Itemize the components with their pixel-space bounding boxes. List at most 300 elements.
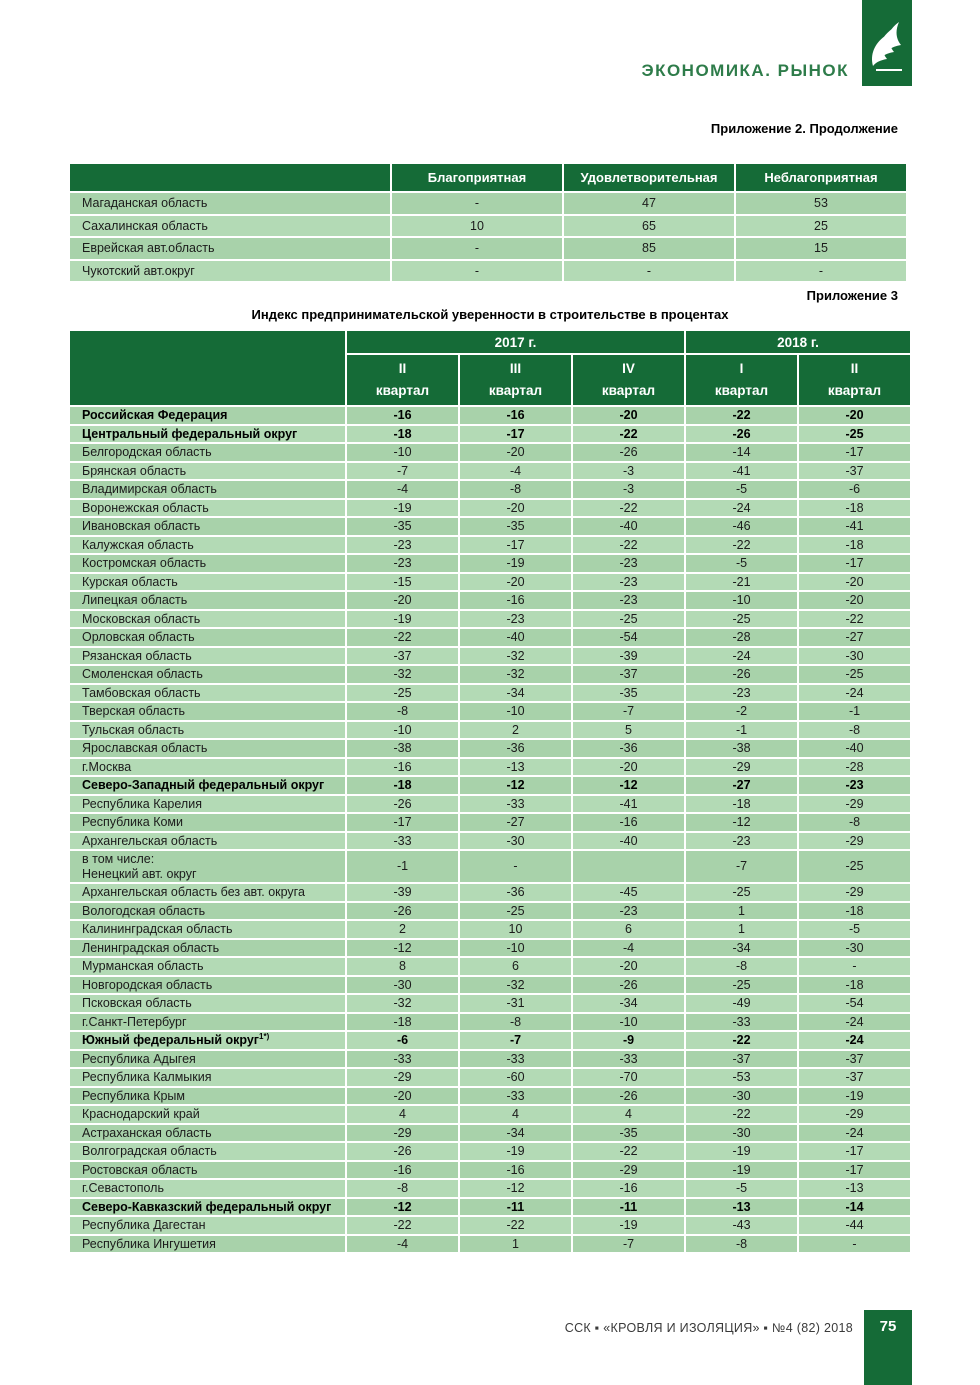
value-cell: 53 xyxy=(735,192,907,215)
value-cell: -22 xyxy=(685,406,798,425)
region-cell xyxy=(69,536,346,555)
value-cell: -33 xyxy=(459,1050,572,1069)
region-cell xyxy=(69,1105,346,1124)
region-label: Республика Калмыкия xyxy=(82,1070,212,1084)
region-label: Липецкая область xyxy=(82,593,188,607)
value-cell: -33 xyxy=(572,1050,685,1069)
value-cell: -30 xyxy=(346,976,459,995)
table-row xyxy=(69,610,911,629)
table-row xyxy=(69,702,911,721)
quarter-header-cell xyxy=(346,354,459,406)
value-cell: -34 xyxy=(685,939,798,958)
value-cell: -19 xyxy=(346,610,459,629)
table-row xyxy=(69,684,911,703)
value-cell: -8 xyxy=(459,480,572,499)
page-number: 75 xyxy=(879,1318,897,1335)
quarter-word: квартал xyxy=(714,383,769,398)
region-cell xyxy=(69,1050,346,1069)
value-cell: -8 xyxy=(459,1013,572,1032)
region-label: Белгородская область xyxy=(82,445,212,459)
value-cell: -11 xyxy=(572,1198,685,1217)
value-cell: -13 xyxy=(685,1198,798,1217)
value-cell: 10 xyxy=(391,215,563,238)
value-cell: -37 xyxy=(685,1050,798,1069)
confidence-index-title: Индекс предпринимательской уверенности в строительстве в процентах xyxy=(251,307,729,322)
region-cell xyxy=(69,1124,346,1143)
table-row xyxy=(69,1124,911,1143)
value-cell: 85 xyxy=(563,237,735,260)
value-cell: -36 xyxy=(459,739,572,758)
value-cell: -8 xyxy=(798,813,911,832)
corner-cell xyxy=(69,330,346,406)
page-number-box xyxy=(864,1310,912,1385)
region-label: Республика Ингушетия xyxy=(82,1236,216,1251)
value-cell: -7 xyxy=(346,462,459,481)
value-cell: -25 xyxy=(685,883,798,902)
region-label: г.Севастополь xyxy=(82,1181,164,1195)
region-label: Смоленская область xyxy=(82,667,203,681)
value-cell: -14 xyxy=(685,443,798,462)
region-label: Республика Адыгея xyxy=(82,1051,196,1066)
region-label: Мурманская область xyxy=(82,959,204,973)
value-cell: -26 xyxy=(346,1142,459,1161)
value-cell: 6 xyxy=(572,920,685,939)
region-label: Южный федеральный округ xyxy=(82,1033,260,1047)
value-cell: -31 xyxy=(459,994,572,1013)
region-label: Ленинградская область xyxy=(82,940,220,955)
value-cell: -4 xyxy=(572,939,685,958)
value-cell: -25 xyxy=(798,850,911,883)
value-cell: -16 xyxy=(346,1161,459,1180)
value-cell: -27 xyxy=(459,813,572,832)
value-cell: -17 xyxy=(798,1161,911,1180)
value-cell: -1 xyxy=(346,850,459,883)
table-row xyxy=(69,1031,911,1050)
value-cell: -23 xyxy=(346,554,459,573)
region-cell xyxy=(69,647,346,666)
value-cell: -34 xyxy=(459,684,572,703)
quarter-word: квартал xyxy=(601,383,656,398)
region-cell xyxy=(69,1235,346,1254)
region-cell xyxy=(69,1031,346,1050)
table-row xyxy=(69,499,911,518)
value-cell: -54 xyxy=(572,628,685,647)
value-cell: -30 xyxy=(685,1124,798,1143)
value-cell: -25 xyxy=(459,902,572,921)
value-cell: -30 xyxy=(459,832,572,851)
quarter-word: квартал xyxy=(375,383,430,398)
value-cell: -12 xyxy=(685,813,798,832)
region-cell: Еврейская авт.область xyxy=(69,237,391,260)
region-label: в том числе: xyxy=(82,852,155,866)
value-cell: -25 xyxy=(685,610,798,629)
value-cell: -20 xyxy=(798,573,911,592)
region-label: Республика Дагестан xyxy=(82,1218,206,1232)
value-cell: -70 xyxy=(572,1068,685,1087)
value-cell: -18 xyxy=(346,425,459,444)
quarter-numeral: II xyxy=(398,361,407,376)
table-row xyxy=(69,939,911,958)
region-label: Московская область xyxy=(82,611,201,626)
table-row xyxy=(69,883,911,902)
table-row xyxy=(69,994,911,1013)
value-cell: - xyxy=(798,1235,911,1254)
value-cell: -17 xyxy=(346,813,459,832)
value-cell: 4 xyxy=(459,1105,572,1124)
quarter-numeral: III xyxy=(509,361,522,376)
value-cell: -22 xyxy=(346,628,459,647)
region-label: г.Москва xyxy=(82,759,132,774)
region-label: Ярославская область xyxy=(82,741,208,755)
table-row xyxy=(69,1105,911,1124)
table-row xyxy=(69,647,911,666)
value-cell: -1 xyxy=(798,702,911,721)
value-cell: -29 xyxy=(798,795,911,814)
value-cell: 10 xyxy=(459,920,572,939)
value-cell: -19 xyxy=(685,1161,798,1180)
table-row xyxy=(69,1179,911,1198)
table-row xyxy=(69,628,911,647)
value-cell: -33 xyxy=(346,832,459,851)
table-row xyxy=(69,758,911,777)
region-cell xyxy=(69,425,346,444)
region-label: Архангельская область без авт. округа xyxy=(82,885,305,899)
value-cell: -37 xyxy=(346,647,459,666)
region-cell xyxy=(69,1161,346,1180)
table-row xyxy=(69,1013,911,1032)
region-cell xyxy=(69,957,346,976)
value-cell: -25 xyxy=(798,425,911,444)
value-cell: -60 xyxy=(459,1068,572,1087)
value-cell: -12 xyxy=(572,776,685,795)
value-cell: -2 xyxy=(685,702,798,721)
value-cell: -8 xyxy=(685,1235,798,1254)
value-cell: -27 xyxy=(798,628,911,647)
value-cell: -17 xyxy=(798,443,911,462)
value-cell: -29 xyxy=(572,1161,685,1180)
value-cell: -12 xyxy=(346,939,459,958)
quarter-numeral: IV xyxy=(622,361,635,376)
region-label: Курская область xyxy=(82,574,178,589)
region-cell xyxy=(69,591,346,610)
region-cell xyxy=(69,665,346,684)
table-row xyxy=(69,832,911,851)
value-cell: -17 xyxy=(459,425,572,444)
region-label: Воронежская область xyxy=(82,500,209,515)
value-cell: -7 xyxy=(685,850,798,883)
region-label: Владимирская область xyxy=(82,482,217,496)
value-cell: -4 xyxy=(346,480,459,499)
region-cell xyxy=(69,832,346,851)
table-row xyxy=(69,850,911,883)
value-cell: -19 xyxy=(459,1142,572,1161)
value-cell: -23 xyxy=(572,902,685,921)
value-cell: -38 xyxy=(346,739,459,758)
value-cell: -33 xyxy=(459,795,572,814)
value-cell: -44 xyxy=(798,1216,911,1235)
region-cell xyxy=(69,795,346,814)
value-cell: -24 xyxy=(685,499,798,518)
value-cell: 5 xyxy=(572,721,685,740)
footnote-marker: 1*) xyxy=(259,1031,270,1041)
confidence-index-table xyxy=(68,329,912,1254)
publisher-logo-icon xyxy=(862,0,912,86)
value-cell: -18 xyxy=(798,536,911,555)
value-cell: -16 xyxy=(459,591,572,610)
value-cell xyxy=(572,850,685,883)
value-cell: -20 xyxy=(346,591,459,610)
region-cell: Чукотский авт.округ xyxy=(69,260,391,283)
value-cell: -8 xyxy=(346,702,459,721)
value-cell: -39 xyxy=(346,883,459,902)
region-cell xyxy=(69,573,346,592)
table-row xyxy=(69,813,911,832)
region-label: г.Санкт-Петербург xyxy=(82,1014,187,1029)
region-cell xyxy=(69,939,346,958)
value-cell: - xyxy=(563,260,735,283)
value-cell: -35 xyxy=(572,684,685,703)
region-cell xyxy=(69,850,346,883)
region-cell xyxy=(69,902,346,921)
value-cell: - xyxy=(391,237,563,260)
appendix3-label: Приложение 3 xyxy=(806,288,898,303)
table-row xyxy=(69,665,911,684)
value-cell: -10 xyxy=(685,591,798,610)
region-label: Астраханская область xyxy=(82,1125,212,1140)
value-cell: -19 xyxy=(346,499,459,518)
value-cell: -14 xyxy=(798,1198,911,1217)
region-cell xyxy=(69,1216,346,1235)
value-cell: -30 xyxy=(798,647,911,666)
table-row xyxy=(69,957,911,976)
value-cell: -23 xyxy=(346,536,459,555)
region-cell: Сахалинская область xyxy=(69,215,391,238)
region-label: Ростовская область xyxy=(82,1162,198,1177)
value-cell: -24 xyxy=(798,1031,911,1050)
value-cell: -35 xyxy=(346,517,459,536)
value-cell: 2 xyxy=(346,920,459,939)
quarter-header-cell xyxy=(685,354,798,406)
region-cell xyxy=(69,1087,346,1106)
region-cell xyxy=(69,1179,346,1198)
region-cell xyxy=(69,499,346,518)
region-cell xyxy=(69,462,346,481)
table-row xyxy=(69,721,911,740)
table-row xyxy=(69,215,907,238)
value-cell: -29 xyxy=(685,758,798,777)
table-row xyxy=(69,260,907,283)
value-cell: -8 xyxy=(685,957,798,976)
value-cell: -12 xyxy=(459,776,572,795)
value-cell: -23 xyxy=(572,591,685,610)
quarter-header-cell xyxy=(459,354,572,406)
region-cell xyxy=(69,443,346,462)
value-cell: -26 xyxy=(685,425,798,444)
value-cell: -22 xyxy=(685,1031,798,1050)
region-label: Республика Крым xyxy=(82,1088,186,1103)
table-row xyxy=(69,1142,911,1161)
value-cell: - xyxy=(735,260,907,283)
region-cell xyxy=(69,702,346,721)
table-row xyxy=(69,1198,911,1217)
region-cell xyxy=(69,739,346,758)
region-cell xyxy=(69,776,346,795)
value-cell: -19 xyxy=(685,1142,798,1161)
value-cell: -46 xyxy=(685,517,798,536)
value-cell: 25 xyxy=(735,215,907,238)
value-cell: -36 xyxy=(572,739,685,758)
value-cell: -23 xyxy=(572,573,685,592)
value-cell: -29 xyxy=(346,1124,459,1143)
value-cell: -23 xyxy=(459,610,572,629)
value-cell: -17 xyxy=(798,554,911,573)
value-cell: -13 xyxy=(459,758,572,777)
value-cell: -25 xyxy=(798,665,911,684)
value-cell: -24 xyxy=(798,1013,911,1032)
value-cell: -32 xyxy=(459,976,572,995)
table-row xyxy=(69,1087,911,1106)
value-cell: -22 xyxy=(685,536,798,555)
value-cell: 4 xyxy=(346,1105,459,1124)
value-cell: 1 xyxy=(685,920,798,939)
value-cell: -24 xyxy=(798,684,911,703)
quarter-header-cell xyxy=(572,354,685,406)
value-cell: -39 xyxy=(572,647,685,666)
value-cell: 47 xyxy=(563,192,735,215)
value-cell: -30 xyxy=(798,939,911,958)
value-cell: -10 xyxy=(459,702,572,721)
appendix2-label: Приложение 2. Продолжение xyxy=(710,121,898,136)
region-label: Калужская область xyxy=(82,537,194,552)
table-row xyxy=(69,192,907,215)
region-cell xyxy=(69,976,346,995)
table-row xyxy=(69,591,911,610)
value-cell: 4 xyxy=(572,1105,685,1124)
value-cell: -34 xyxy=(459,1124,572,1143)
value-cell: -22 xyxy=(572,1142,685,1161)
value-cell: -22 xyxy=(346,1216,459,1235)
value-cell: -23 xyxy=(685,832,798,851)
value-cell: -40 xyxy=(459,628,572,647)
value-cell: 15 xyxy=(735,237,907,260)
table-row xyxy=(69,536,911,555)
table-row xyxy=(69,1235,911,1254)
region-cell xyxy=(69,1068,346,1087)
table-row xyxy=(69,480,911,499)
quarter-word: квартал xyxy=(827,383,882,398)
value-cell: -20 xyxy=(798,406,911,425)
year-2017-header: 2017 г. xyxy=(346,330,685,354)
value-cell: -17 xyxy=(798,1142,911,1161)
value-cell: -24 xyxy=(798,1124,911,1143)
column-header-cell: Благоприятная xyxy=(391,163,563,192)
value-cell: 1 xyxy=(685,902,798,921)
region-label: Республика Карелия xyxy=(82,796,202,811)
value-cell: -25 xyxy=(572,610,685,629)
region-cell xyxy=(69,1142,346,1161)
table-row xyxy=(69,920,911,939)
value-cell: -40 xyxy=(572,832,685,851)
value-cell: -12 xyxy=(346,1198,459,1217)
value-cell: -7 xyxy=(572,1235,685,1254)
value-cell: 2 xyxy=(459,721,572,740)
value-cell: -41 xyxy=(572,795,685,814)
value-cell: -16 xyxy=(572,813,685,832)
value-cell: 65 xyxy=(563,215,735,238)
value-cell: -11 xyxy=(459,1198,572,1217)
value-cell: -9 xyxy=(572,1031,685,1050)
region-label: Тамбовская область xyxy=(82,685,201,700)
value-cell: -13 xyxy=(798,1179,911,1198)
region-cell xyxy=(69,610,346,629)
favorability-table xyxy=(68,162,908,283)
value-cell: -25 xyxy=(346,684,459,703)
value-cell: -23 xyxy=(572,554,685,573)
value-cell: -45 xyxy=(572,883,685,902)
region-label: Тульская область xyxy=(82,722,185,737)
value-cell: -20 xyxy=(459,499,572,518)
value-cell: -40 xyxy=(572,517,685,536)
region-label: Архангельская область xyxy=(82,833,218,848)
region-cell: Магаданская область xyxy=(69,192,391,215)
value-cell: -10 xyxy=(346,721,459,740)
region-cell xyxy=(69,517,346,536)
region-label: Вологодская область xyxy=(82,903,206,918)
region-label: Волгоградская область xyxy=(82,1144,217,1158)
table-row xyxy=(69,443,911,462)
value-cell: -23 xyxy=(798,776,911,795)
table-row xyxy=(69,554,911,573)
value-cell: -8 xyxy=(346,1179,459,1198)
value-cell: -22 xyxy=(798,610,911,629)
table-row xyxy=(69,795,911,814)
value-cell: -40 xyxy=(798,739,911,758)
value-cell: -7 xyxy=(572,702,685,721)
value-cell: -53 xyxy=(685,1068,798,1087)
table-row xyxy=(69,1161,911,1180)
region-cell xyxy=(69,721,346,740)
value-cell: -29 xyxy=(798,883,911,902)
table-row xyxy=(69,462,911,481)
value-cell: -18 xyxy=(346,776,459,795)
value-cell: -26 xyxy=(346,795,459,814)
value-cell: -33 xyxy=(346,1050,459,1069)
region-cell xyxy=(69,758,346,777)
region-cell xyxy=(69,480,346,499)
value-cell: - xyxy=(391,260,563,283)
value-cell: -22 xyxy=(685,1105,798,1124)
value-cell: -26 xyxy=(685,665,798,684)
value-cell: -17 xyxy=(459,536,572,555)
value-cell: -22 xyxy=(572,536,685,555)
value-cell: -23 xyxy=(685,684,798,703)
region-label-line2: Ненецкий авт. округ xyxy=(82,866,197,881)
table-row xyxy=(69,406,911,425)
value-cell: -18 xyxy=(685,795,798,814)
value-cell: 1 xyxy=(459,1235,572,1254)
region-label: Краснодарский край xyxy=(82,1107,200,1121)
value-cell: -16 xyxy=(459,406,572,425)
region-cell xyxy=(69,628,346,647)
value-cell: -49 xyxy=(685,994,798,1013)
region-label: Брянская область xyxy=(82,463,187,478)
region-label: Тверская область xyxy=(82,704,185,718)
region-label: Центральный федеральный округ xyxy=(82,426,298,441)
table-row xyxy=(69,517,911,536)
value-cell: -30 xyxy=(685,1087,798,1106)
table-row xyxy=(69,902,911,921)
table-row xyxy=(69,573,911,592)
